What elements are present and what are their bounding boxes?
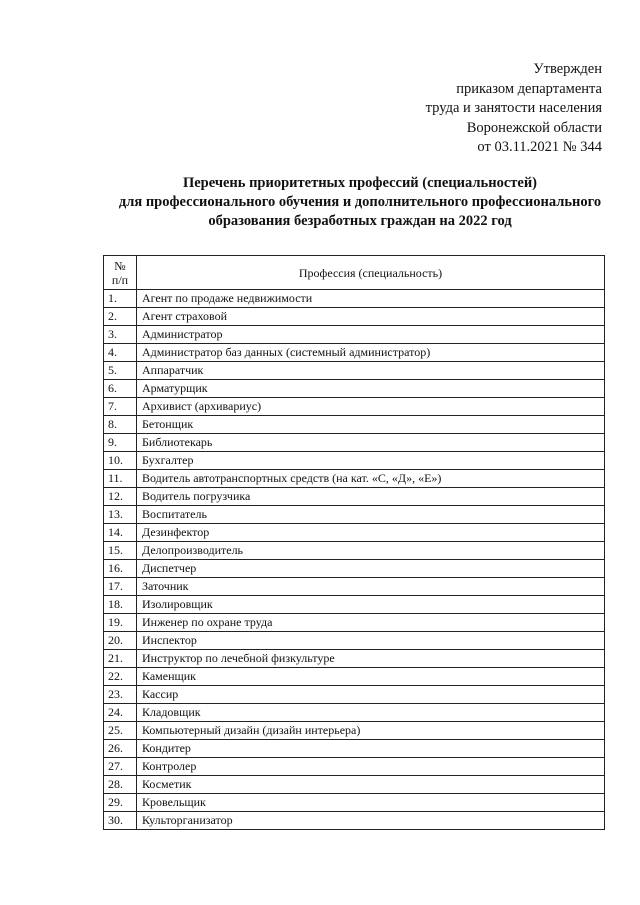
table-row: [104, 578, 605, 596]
row-profession: Водитель автотранспортных средств (на кат. «С, «Д», «Е»): [137, 470, 605, 488]
row-profession: Арматурщик: [137, 380, 605, 398]
header-profession: Профессия (специальность): [137, 256, 605, 290]
approval-line: труда и занятости населения: [425, 100, 602, 116]
header-number: [104, 256, 137, 290]
table-row: [104, 362, 605, 380]
row-number: 26.: [104, 740, 137, 758]
row-profession: Инструктор по лечебной физкультуре: [137, 650, 605, 668]
row-number: 11.: [104, 470, 137, 488]
row-profession: Архивист (архивариус): [137, 398, 605, 416]
table-row: [104, 794, 605, 812]
row-number: 25.: [104, 722, 137, 740]
row-profession: Администратор баз данных (системный администратор): [137, 344, 605, 362]
professions-table: [103, 255, 605, 830]
table-row: [104, 542, 605, 560]
table-row: [104, 524, 605, 542]
row-profession: Косметик: [137, 776, 605, 794]
row-number: 7.: [104, 398, 137, 416]
approval-block: [426, 60, 602, 158]
table-row: [104, 380, 605, 398]
table-row: [104, 416, 605, 434]
table-row: [104, 398, 605, 416]
row-number: 24.: [104, 704, 137, 722]
row-number: 8.: [104, 416, 137, 434]
table-row: [104, 326, 605, 344]
row-profession: Заточник: [137, 578, 605, 596]
row-profession: Инспектор: [137, 632, 605, 650]
table-row: [104, 776, 605, 794]
row-profession: Каменщик: [137, 668, 605, 686]
row-number: 3.: [104, 326, 137, 344]
row-profession: Контролер: [137, 758, 605, 776]
row-profession: Компьютерный дизайн (дизайн интерьера): [137, 722, 605, 740]
table-row: [104, 614, 605, 632]
row-number: 23.: [104, 686, 137, 704]
title-line: для профессионального обучения и дополнительного профессионального: [118, 194, 602, 210]
row-number: 28.: [104, 776, 137, 794]
row-profession: Водитель погрузчика: [137, 488, 605, 506]
row-number: 29.: [104, 794, 137, 812]
row-number: 12.: [104, 488, 137, 506]
row-number: 5.: [104, 362, 137, 380]
row-profession: Кладовщик: [137, 704, 605, 722]
row-number: 6.: [104, 380, 137, 398]
row-number: 30.: [104, 812, 137, 830]
table-row: [104, 344, 605, 362]
row-number: 19.: [104, 614, 137, 632]
table-row: [104, 758, 605, 776]
row-number: 9.: [104, 434, 137, 452]
approval-line: Воронежской области: [466, 119, 602, 136]
row-profession: Кондитер: [137, 740, 605, 758]
title-line: образования безработных граждан на 2022 год: [208, 213, 512, 229]
row-profession: Диспетчер: [137, 560, 605, 578]
row-number: 4.: [104, 344, 137, 362]
row-profession: Аппаратчик: [137, 362, 605, 380]
table-row: [104, 308, 605, 326]
row-profession: Бухгалтер: [137, 452, 605, 470]
row-profession: Культорганизатор: [137, 812, 605, 830]
row-profession: Бетонщик: [137, 416, 605, 434]
table-row: [104, 596, 605, 614]
row-profession: Агент страховой: [137, 308, 605, 326]
table-row: [104, 488, 605, 506]
table-row: [104, 560, 605, 578]
row-profession: Дезинфектор: [137, 524, 605, 542]
table-row: [104, 686, 605, 704]
table-row: [104, 506, 605, 524]
row-number: 2.: [104, 308, 137, 326]
row-profession: Администратор: [137, 326, 605, 344]
approval-line: приказом департамента: [456, 80, 602, 97]
row-profession: Агент по продаже недвижимости: [137, 290, 605, 308]
row-profession: Инженер по охране труда: [137, 614, 605, 632]
row-profession: Делопроизводитель: [137, 542, 605, 560]
row-profession: Библиотекарь: [137, 434, 605, 452]
row-number: 1.: [104, 290, 137, 308]
row-profession: Кассир: [137, 686, 605, 704]
row-number: 22.: [104, 668, 137, 686]
table-row: [104, 632, 605, 650]
table-row: [104, 434, 605, 452]
row-profession: Воспитатель: [137, 506, 605, 524]
row-number: 18.: [104, 596, 137, 614]
table-row: [104, 812, 605, 830]
title-line: Перечень приоритетных профессий (специальностей): [182, 175, 538, 191]
table-row: [104, 668, 605, 686]
table-row: [104, 470, 605, 488]
header-number-symbol: №: [114, 258, 126, 273]
document-title: [60, 174, 640, 231]
approval-date-number: от 03.11.2021 № 344: [477, 139, 602, 155]
row-number: 16.: [104, 560, 137, 578]
table-row: [104, 290, 605, 308]
row-number: 20.: [104, 632, 137, 650]
table-row: [104, 704, 605, 722]
table-row: [104, 650, 605, 668]
row-profession: Кровельщик: [137, 794, 605, 812]
row-number: 13.: [104, 506, 137, 524]
row-number: 15.: [104, 542, 137, 560]
row-number: 21.: [104, 650, 137, 668]
row-number: 17.: [104, 578, 137, 596]
row-number: 10.: [104, 452, 137, 470]
table-row: [104, 740, 605, 758]
table-row: [104, 452, 605, 470]
row-profession: Изолировщик: [137, 596, 605, 614]
row-number: 14.: [104, 524, 137, 542]
row-number: 27.: [104, 758, 137, 776]
table-row: [104, 722, 605, 740]
header-number-abbr: п/п: [111, 272, 129, 287]
approval-line: Утвержден: [533, 61, 602, 77]
table-header-row: [104, 256, 605, 290]
